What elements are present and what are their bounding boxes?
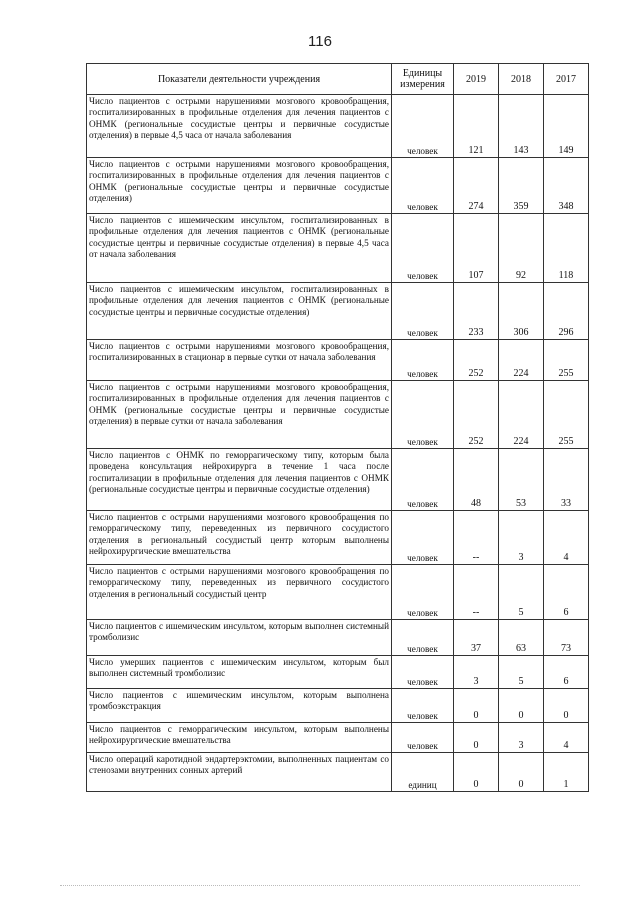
table-row [87, 689, 589, 723]
table-row [87, 723, 589, 753]
unit-cell: человек [392, 511, 454, 565]
value-2019: 107 [454, 214, 499, 283]
value-2018: 0 [499, 753, 544, 792]
value-2017: 1 [544, 753, 589, 792]
unit-cell: человек [392, 95, 454, 158]
value-2019: 252 [454, 340, 499, 381]
value-2019: 37 [454, 620, 499, 656]
table-row [87, 449, 589, 511]
value-2019: 48 [454, 449, 499, 511]
value-2018: 3 [499, 723, 544, 753]
unit-cell: человек [392, 723, 454, 753]
value-2019: 121 [454, 95, 499, 158]
value-2019: 233 [454, 283, 499, 340]
table-row [87, 753, 589, 792]
unit-cell: человек [392, 689, 454, 723]
table-row [87, 340, 589, 381]
header-indicator: Показатели деятельности учреждения [87, 64, 392, 95]
table-row [87, 283, 589, 340]
value-2019: -- [454, 511, 499, 565]
value-2018: 53 [499, 449, 544, 511]
unit-cell: человек [392, 214, 454, 283]
indicator-cell: Число умерших пациентов с ишемическим инсультом, которым был выполнен системный тромболизис [87, 656, 392, 689]
indicator-cell: Число пациентов с ОНМК по геморрагическому типу, которым была проведена консультация нейрохирурга в течение 1 часа после госпитализации в профильные отделения для лечения пациентов с ОНМК (региональные сосудистые центры и первичные сосудистые отделения) [87, 449, 392, 511]
value-2017: 118 [544, 214, 589, 283]
table-row [87, 381, 589, 449]
indicator-cell: Число пациентов с геморрагическим инсультом, которым выполнены нейрохирургические вмешательства [87, 723, 392, 753]
value-2018: 3 [499, 511, 544, 565]
value-2019: 252 [454, 381, 499, 449]
table-row [87, 656, 589, 689]
value-2018: 63 [499, 620, 544, 656]
value-2017: 33 [544, 449, 589, 511]
value-2018: 143 [499, 95, 544, 158]
indicator-cell: Число операций каротидной эндартерэктомии, выполненных пациентам со стенозами внутренних сонных артерий [87, 753, 392, 792]
value-2018: 0 [499, 689, 544, 723]
table-header-row [87, 64, 589, 95]
indicator-cell: Число пациентов с ишемическим инсультом, госпитализированных в профильные отделения для лечения пациентов с ОНМК (региональные сосудистые центры и первичные сосудистые отделения) [87, 283, 392, 340]
value-2018: 224 [499, 381, 544, 449]
header-year-2018: 2018 [499, 64, 544, 95]
table-row [87, 95, 589, 158]
indicator-cell: Число пациентов с острыми нарушениями мозгового кровообращения, госпитализированных в профильные отделения для лечения пациентов с ОНМК (региональные сосудистые центры и первичные сосудистые отделения) в первые 4,5 часа от начала заболевания [87, 95, 392, 158]
value-2018: 5 [499, 656, 544, 689]
unit-cell: единиц [392, 753, 454, 792]
table-row [87, 565, 589, 620]
indicators-table [86, 63, 589, 792]
value-2019: 3 [454, 656, 499, 689]
unit-cell: человек [392, 449, 454, 511]
value-2017: 4 [544, 511, 589, 565]
indicator-cell: Число пациентов с острыми нарушениями мозгового кровообращения, госпитализированных в стационар в первые сутки от начала заболевания [87, 340, 392, 381]
header-unit: Единицы измерения [392, 64, 454, 95]
value-2019: 0 [454, 689, 499, 723]
value-2019: 0 [454, 723, 499, 753]
value-2018: 359 [499, 158, 544, 214]
value-2017: 255 [544, 340, 589, 381]
value-2017: 4 [544, 723, 589, 753]
header-year-2017: 2017 [544, 64, 589, 95]
value-2019: 274 [454, 158, 499, 214]
unit-cell: человек [392, 565, 454, 620]
value-2018: 5 [499, 565, 544, 620]
value-2017: 348 [544, 158, 589, 214]
value-2019: 0 [454, 753, 499, 792]
indicator-cell: Число пациентов с острыми нарушениями мозгового кровообращения по геморрагическому типу, переведенных из первичного сосудистого отделения в региональный сосудистый центр которым выполнены нейрохирургические вмешательства [87, 511, 392, 565]
unit-cell: человек [392, 158, 454, 214]
page-number: 116 [308, 33, 332, 50]
indicator-cell: Число пациентов с ишемическим инсультом, которым выполнен системный тромболизис [87, 620, 392, 656]
value-2017: 255 [544, 381, 589, 449]
unit-cell: человек [392, 656, 454, 689]
unit-cell: человек [392, 340, 454, 381]
value-2017: 296 [544, 283, 589, 340]
table-row [87, 214, 589, 283]
value-2019: -- [454, 565, 499, 620]
table-row [87, 158, 589, 214]
unit-cell: человек [392, 620, 454, 656]
header-year-2019: 2019 [454, 64, 499, 95]
value-2017: 73 [544, 620, 589, 656]
indicator-cell: Число пациентов с ишемическим инсультом, которым выполнена тромбоэкстракция [87, 689, 392, 723]
value-2017: 6 [544, 565, 589, 620]
value-2018: 92 [499, 214, 544, 283]
value-2017: 6 [544, 656, 589, 689]
value-2017: 149 [544, 95, 589, 158]
table-row [87, 620, 589, 656]
unit-cell: человек [392, 381, 454, 449]
unit-cell: человек [392, 283, 454, 340]
indicator-cell: Число пациентов с острыми нарушениями мозгового кровообращения, госпитализированных в профильные отделения для лечения пациентов с ОНМК (региональные сосудистые центры и первичные сосудистые отделения) [87, 158, 392, 214]
table-row [87, 511, 589, 565]
indicator-cell: Число пациентов с острыми нарушениями мозгового кровообращения по геморрагическому типу, переведенных из первичного сосудистого отделения в региональный сосудистый центр [87, 565, 392, 620]
scan-edge-marks [60, 885, 580, 888]
indicator-cell: Число пациентов с ишемическим инсультом, госпитализированных в профильные отделения для лечения пациентов с ОНМК (региональные сосудистые центры и первичные сосудистые отделения) в первые 4,5 часа от начала заболевания [87, 214, 392, 283]
value-2018: 224 [499, 340, 544, 381]
value-2017: 0 [544, 689, 589, 723]
value-2018: 306 [499, 283, 544, 340]
indicator-cell: Число пациентов с острыми нарушениями мозгового кровообращения, госпитализированных в профильные отделения для лечения пациентов с ОНМК (региональные сосудистые центры и первичные сосудистые отделения) в первые сутки от начала заболевания [87, 381, 392, 449]
